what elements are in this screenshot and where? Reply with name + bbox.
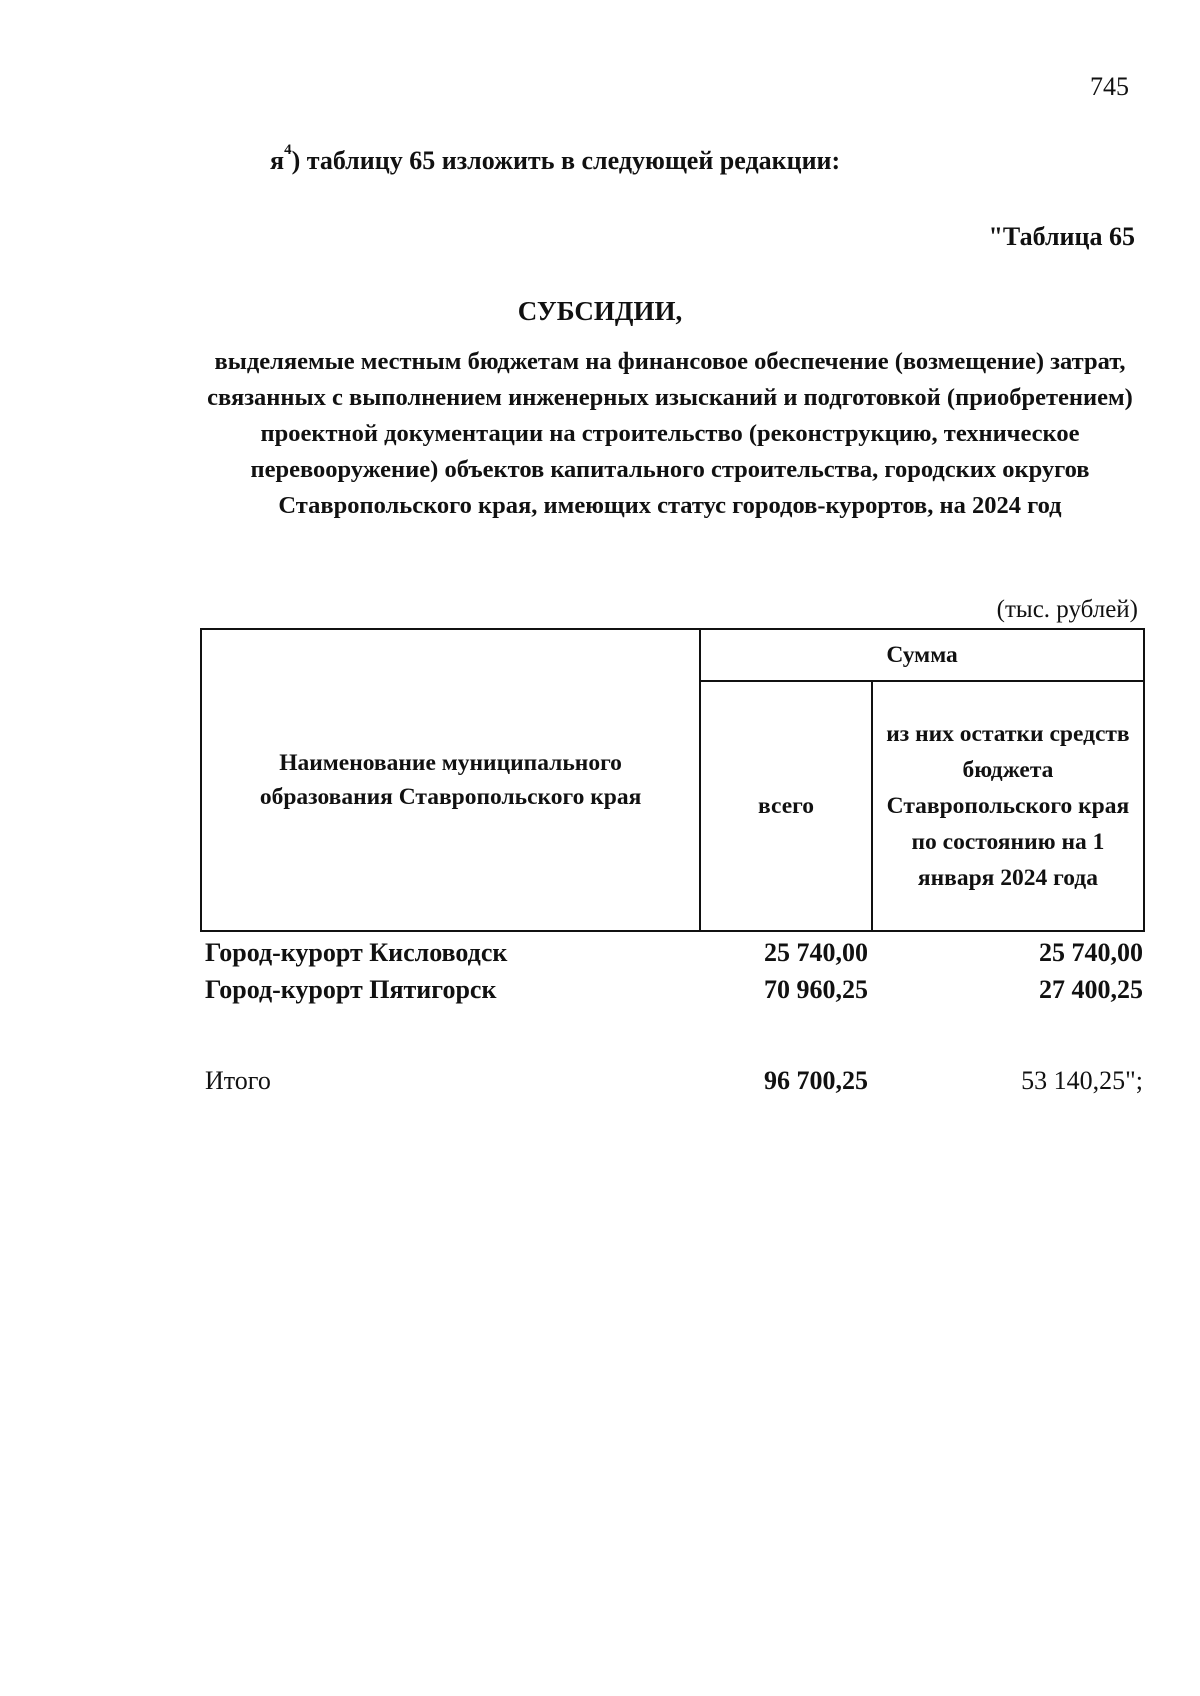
intro-superscript: 4 [284, 142, 292, 158]
table-header [200, 628, 1145, 932]
header-total-cell [700, 681, 872, 931]
row-remainder: 25 740,00 [1039, 938, 1143, 967]
row-name: Город-курорт Пятигорск [205, 975, 497, 1004]
table-label: "Таблица 65 [988, 222, 1135, 251]
total-remainder: 53 140,25"; [1021, 1066, 1143, 1095]
header-name: Наименование муниципального образования Ставропольского края [259, 750, 642, 810]
header-sum: Сумма [886, 641, 958, 668]
row-remainder: 27 400,25 [1039, 975, 1143, 1004]
page-number: 745 [1090, 72, 1129, 101]
header-total: всего [758, 792, 814, 819]
header-name-cell [201, 629, 700, 931]
total-total: 96 700,25 [764, 1066, 868, 1095]
document-subtitle: выделяемые местным бюджетам на финансовое обеспечение (возмещение) затрат, связанных с выполнением инженерных изысканий и подготовкой (приобретением) проектной документации на строительство (реконструкцию, техническое перевооружение) объектов капитального строительства, городских округов Ставропольского края, имеющих статус городов-курортов, на 2024 год [207, 348, 1133, 519]
header-remainder-cell [872, 681, 1144, 931]
intro-text: ) таблицу 65 изложить в следующей редакции: [291, 146, 841, 175]
table-row [205, 975, 1143, 1015]
intro-line [270, 142, 841, 176]
table-row [205, 938, 1143, 978]
intro-marker: я [270, 146, 285, 175]
header-remainder: из них остатки средств бюджета Ставропольского края по состоянию на 1 января 2024 года [886, 721, 1130, 891]
row-total: 70 960,25 [764, 975, 868, 1004]
header-sum-cell [700, 629, 1144, 681]
units-label: (тыс. рублей) [996, 596, 1138, 623]
total-row [205, 1066, 1143, 1106]
row-name: Город-курорт Кисловодск [205, 938, 508, 967]
row-total: 25 740,00 [764, 938, 868, 967]
total-name: Итого [205, 1066, 271, 1095]
document-title: СУБСИДИИ, [517, 296, 683, 326]
